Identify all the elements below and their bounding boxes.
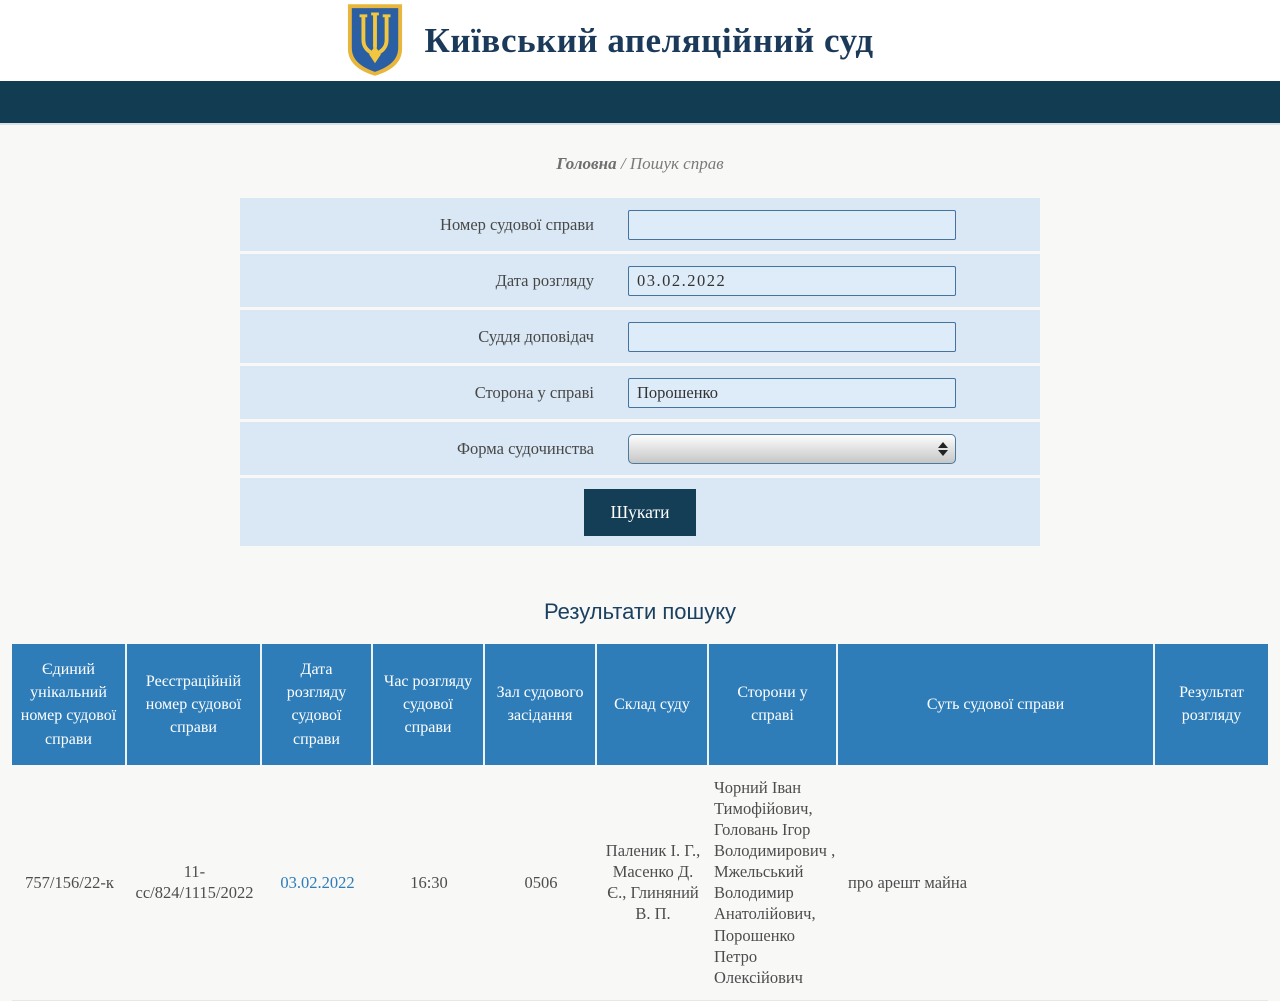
breadcrumb-separator: / [616, 154, 630, 173]
form-row-party [240, 366, 1040, 419]
col-header-courtroom: Зал судового засідання [485, 644, 597, 765]
results-title: Результати пошуку [543, 599, 737, 624]
col-header-result: Результат розгляду [1155, 644, 1268, 765]
main-nav-bar [0, 81, 1280, 125]
col-header-hearing-date: Дата розгляду судової справи [262, 644, 373, 765]
hearing-date-input[interactable] [628, 266, 956, 296]
case-number-label: Номер судової справи [440, 214, 594, 234]
cell-result [1155, 765, 1268, 1001]
judge-label: Суддя доповідач [478, 326, 594, 346]
col-header-hearing-time: Час розгляду судової справи [373, 644, 485, 765]
hearing-date-link[interactable]: 03.02.2022 [280, 872, 355, 892]
form-row-hearing-date [240, 254, 1040, 307]
table-header-row [12, 644, 1268, 765]
search-results-table [12, 644, 1268, 1001]
form-row-judge [240, 310, 1040, 363]
search-button[interactable]: Шукати [584, 489, 697, 536]
party-input[interactable] [628, 378, 956, 408]
proceeding-form-select[interactable] [628, 434, 956, 464]
site-title: Київський апеляційний суд [424, 20, 874, 60]
form-row-submit [240, 478, 1040, 546]
cell-court-composition: Паленик І. Г., Масенко Д. Є., Глиняний В. П. [597, 765, 709, 1001]
col-header-registration-number: Реєстраційній номер судової справи [127, 644, 262, 765]
judge-input[interactable] [628, 322, 956, 352]
site-header [0, 0, 1280, 81]
case-search-form [240, 198, 1040, 546]
cell-case-subject: про арешт майна [838, 765, 1155, 1001]
cell-registration-number: 11-сс/824/1115/2022 [127, 765, 262, 1001]
cell-hearing-time: 16:30 [373, 765, 485, 1001]
form-row-proceeding-form [240, 422, 1040, 475]
party-label: Сторона у справі [474, 382, 594, 402]
cell-parties: Чорний Іван Тимофійович, Головань Ігор Володимирович , Мжельський Володимир Анатолійович, Порошенко Петро Олексійович [709, 765, 838, 1001]
case-number-input[interactable] [628, 210, 956, 240]
table-row [12, 765, 1268, 1001]
form-row-case-number [240, 198, 1040, 251]
col-header-parties: Сторони у справі [709, 644, 838, 765]
col-header-unique-number: Єдиний унікальний номер судової справи [12, 644, 127, 765]
select-stepper-icon [938, 442, 948, 456]
breadcrumb [0, 154, 1280, 174]
col-header-court-composition: Склад суду [597, 644, 709, 765]
cell-courtroom: 0506 [485, 765, 597, 1001]
col-header-case-subject: Суть судової справи [838, 644, 1155, 765]
breadcrumb-home-link[interactable]: Головна [556, 154, 617, 173]
cell-unique-number: 757/156/22-к [12, 765, 127, 1001]
ukraine-trident-emblem-icon [346, 3, 404, 82]
proceeding-form-label: Форма судочинства [457, 438, 594, 458]
hearing-date-label: Дата розгляду [495, 270, 594, 290]
breadcrumb-current: Пошук справ [629, 154, 724, 173]
